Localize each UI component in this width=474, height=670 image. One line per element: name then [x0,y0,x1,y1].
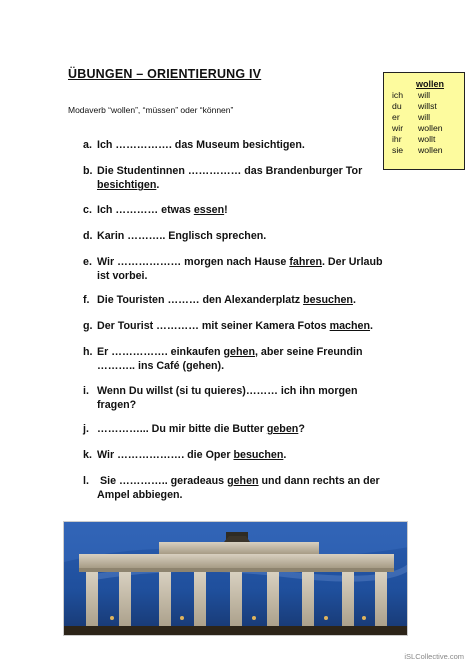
underlined-verb: gehen [223,346,255,358]
brandenburg-gate-illustration [64,522,408,636]
item-text-part: ! [224,204,228,216]
item-text [97,448,286,462]
underlined-verb: besuchen [303,294,353,306]
conjugation-row [392,90,443,101]
item-text-part: . [156,179,160,191]
conjugation-header: wollen [416,79,445,89]
conjugation-row [392,112,443,123]
verb-form: wollen [418,123,443,133]
item-text [97,203,228,217]
item-text-part: . [370,320,373,332]
item-text-part: und dann rechts an der [258,475,380,487]
pronoun: er [392,112,400,122]
item-text-part: Ich ……………. das Museum besichtigen. [97,139,305,151]
item-text-line2: ist vorbei. [97,270,148,282]
item-label: h. [83,346,93,358]
item-text-line2 [97,178,159,192]
underlined-verb: geben [266,423,299,435]
item-text [97,319,373,333]
item-text [97,345,362,359]
item-text-part: Die Touristen ……… den Alexanderplatz [97,294,304,306]
item-text-part: Wir ………………. die Oper [97,449,234,461]
item-label: b. [83,165,93,177]
item-text-part: , aber seine Freundin [254,346,363,358]
item-text-part: . [352,294,356,306]
item-text-line2: ……….. ins Café (gehen). [97,360,225,372]
item-text-part: Wir ……………… morgen nach Hause [97,256,290,268]
item-text-part: Er ……………. einkaufen [97,346,224,358]
item-text [97,138,305,152]
item-text: Wenn Du willst (si tu quieres)……… ich ihn morgen [97,385,358,397]
underlined-verb: machen [329,320,371,332]
footer-watermark: iSLCollective.com [404,652,464,661]
item-text [97,255,383,269]
item-text-part: Karin ……….. Englisch sprechen. [97,230,267,242]
item-label: e. [83,256,92,268]
item-text [97,422,305,436]
item-label: a. [83,139,92,151]
item-text-line2: fragen? [97,399,137,411]
pronoun: ich [392,90,404,100]
pronoun: ihr [392,134,402,144]
item-text [97,293,356,307]
verb-form: will [418,112,431,122]
item-label: f. [83,294,90,306]
brandenburg-gate-photo [63,521,408,636]
conjugation-row [392,145,443,156]
item-label: c. [83,204,92,216]
conjugation-row [392,134,443,145]
item-label: d. [83,230,93,242]
conjugation-box [383,72,465,170]
item-label: l. [83,475,89,487]
item-text [97,474,380,488]
pronoun: wir [392,123,404,133]
verb-form: wollen [418,145,443,155]
item-label: i. [83,385,89,397]
worksheet-subtitle: Modaverb “wollen”, “müssen” oder “können” [68,105,234,115]
underlined-verb: gehen [227,475,259,487]
item-label: g. [83,320,93,332]
item-text-part: . Der Urlaub [321,256,383,268]
underlined-verb: besichtigen [97,179,157,191]
item-text-part: ? [298,423,305,435]
conjugation-row [392,123,443,134]
underlined-verb: besuchen [233,449,284,461]
verb-form: will [418,90,431,100]
conjugation-table [392,90,443,156]
conjugation-row [392,101,443,112]
item-text-part: Ich ………… etwas [97,204,194,216]
item-text-part: …………... Du mir bitte die Butter [97,423,267,435]
item-text-part: . [283,449,287,461]
item-text-line2: Ampel abbiegen. [97,489,183,501]
item-label: j. [83,423,89,435]
item-text-part: Die Studentinnen …………… das Brandenburger Tor [97,165,363,177]
worksheet-title: ÜBUNGEN – ORIENTIERUNG IV [68,67,262,81]
pronoun: du [392,101,402,111]
underlined-verb: fahren [289,256,322,268]
item-text-part: Der Tourist ………… mit seiner Kamera Fotos [97,320,330,332]
item-text-part: Sie ………….. geradeaus [97,475,228,487]
item-label: k. [83,449,92,461]
item-text [97,164,362,178]
verb-form: willst [418,101,437,111]
underlined-verb: essen [193,204,225,216]
verb-form: wollt [418,134,436,144]
item-text [97,229,266,243]
pronoun: sie [392,145,404,155]
